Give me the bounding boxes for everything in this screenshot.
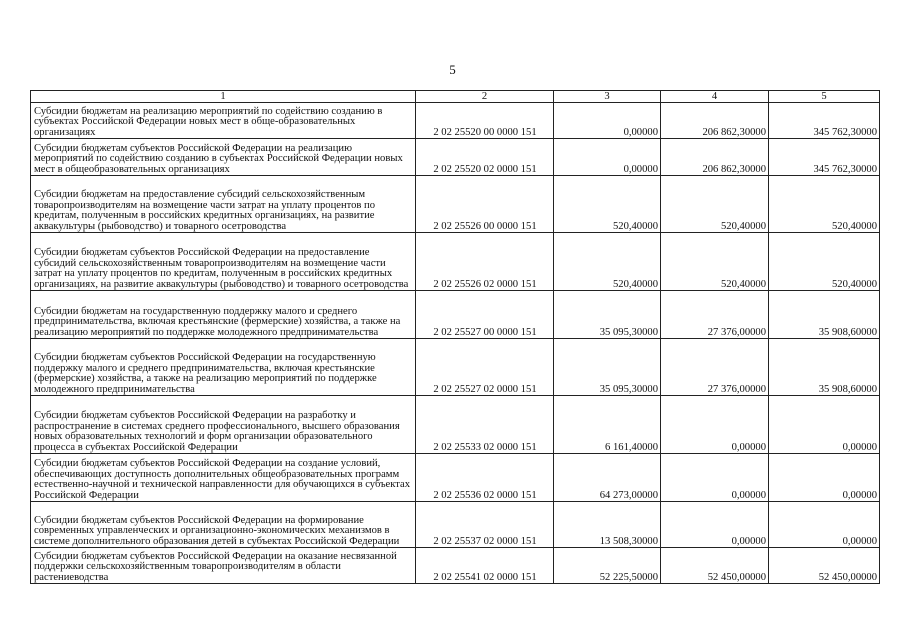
row-value-4: 0,00000 — [661, 396, 769, 454]
row-description: Субсидии бюджетам на реализацию мероприятий по содействию созданию в субъектах Российской Федерации новых мест в обще-образовательных организациях — [31, 103, 416, 139]
row-value-3: 35 095,30000 — [554, 291, 661, 339]
row-value-3: 520,40000 — [554, 233, 661, 291]
row-value-5: 0,00000 — [769, 502, 880, 548]
row-value-5: 520,40000 — [769, 233, 880, 291]
column-header-5: 5 — [769, 91, 880, 103]
row-value-3: 64 273,00000 — [554, 454, 661, 502]
table-row — [31, 339, 880, 396]
column-header-1: 1 — [31, 91, 416, 103]
table-row — [31, 502, 880, 548]
row-value-5: 0,00000 — [769, 396, 880, 454]
table-row — [31, 176, 880, 233]
row-description: Субсидии бюджетам субъектов Российской Федерации на оказание несвязанной поддержки сельскохозяйственным товаропроизводителям в области растениеводства — [31, 548, 416, 584]
row-value-4: 0,00000 — [661, 454, 769, 502]
row-code: 2 02 25526 02 0000 151 — [416, 233, 554, 291]
row-value-4: 52 450,00000 — [661, 548, 769, 584]
row-description: Субсидии бюджетам на предоставление субсидий сельскохозяйственным товаропроизводителям на возмещение части затрат на уплату процентов по кредитам, полученным в российских кредитных организациях, на развитие аквакультуры (рыбоводство) и товарного осетроводства — [31, 176, 416, 233]
row-value-3: 0,00000 — [554, 103, 661, 139]
row-value-5: 0,00000 — [769, 454, 880, 502]
row-value-5: 35 908,60000 — [769, 339, 880, 396]
row-description: Субсидии бюджетам субъектов Российской Федерации на формирование современных управленческих и организационно-экономических механизмов в системе дополнительного образования детей в субъектах Российской Федерации — [31, 502, 416, 548]
row-description: Субсидии бюджетам на государственную поддержку малого и среднего предпринимательства, включая крестьянские (фермерские) хозяйства, а также на реализацию мероприятий по поддержке молодежного предпринимательства — [31, 291, 416, 339]
row-value-3: 0,00000 — [554, 139, 661, 176]
table-row — [31, 233, 880, 291]
row-value-4: 520,40000 — [661, 233, 769, 291]
column-header-4: 4 — [661, 91, 769, 103]
table-row — [31, 454, 880, 502]
row-code: 2 02 25527 00 0000 151 — [416, 291, 554, 339]
row-code: 2 02 25520 02 0000 151 — [416, 139, 554, 176]
row-description: Субсидии бюджетам субъектов Российской Федерации на реализацию мероприятий по содействию созданию в субъектах Российской Федерации новых мест в общеобразовательных организациях — [31, 139, 416, 176]
row-value-4: 206 862,30000 — [661, 139, 769, 176]
row-value-5: 345 762,30000 — [769, 139, 880, 176]
row-value-4: 0,00000 — [661, 502, 769, 548]
row-code: 2 02 25520 00 0000 151 — [416, 103, 554, 139]
row-value-3: 35 095,30000 — [554, 339, 661, 396]
row-code: 2 02 25537 02 0000 151 — [416, 502, 554, 548]
table-row — [31, 103, 880, 139]
row-value-4: 27 376,00000 — [661, 291, 769, 339]
row-code: 2 02 25527 02 0000 151 — [416, 339, 554, 396]
budget-table — [30, 90, 880, 584]
table-row — [31, 396, 880, 454]
row-code: 2 02 25526 00 0000 151 — [416, 176, 554, 233]
page-number: 5 — [449, 62, 456, 77]
row-code: 2 02 25536 02 0000 151 — [416, 454, 554, 502]
row-value-3: 6 161,40000 — [554, 396, 661, 454]
row-value-5: 345 762,30000 — [769, 103, 880, 139]
row-value-3: 520,40000 — [554, 176, 661, 233]
table-row — [31, 291, 880, 339]
row-code: 2 02 25541 02 0000 151 — [416, 548, 554, 584]
row-description: Субсидии бюджетам субъектов Российской Федерации на разработку и распространение в системах среднего профессионального, высшего образования новых образовательных технологий и форм организации образовательного процесса в субъектах Российской Федерации — [31, 396, 416, 454]
row-description: Субсидии бюджетам субъектов Российской Федерации на создание условий, обеспечивающих доступность дополнительных общеобразовательных программ естественно-научной и технической направленности для обучающихся в субъектах Российской Федерации — [31, 454, 416, 502]
row-value-5: 35 908,60000 — [769, 291, 880, 339]
row-value-5: 520,40000 — [769, 176, 880, 233]
row-value-5: 52 450,00000 — [769, 548, 880, 584]
table-row — [31, 139, 880, 176]
row-value-3: 13 508,30000 — [554, 502, 661, 548]
row-value-4: 520,40000 — [661, 176, 769, 233]
row-description: Субсидии бюджетам субъектов Российской Федерации на предоставление субсидий сельскохозяйственным товаропроизводителям на возмещение части затрат на уплату процентов по кредитам, полученным в российских кредитных организациях, на развитие аквакультуры (рыбоводство) и товарного осетроводства — [31, 233, 416, 291]
row-value-4: 27 376,00000 — [661, 339, 769, 396]
row-value-3: 52 225,50000 — [554, 548, 661, 584]
header-row — [31, 91, 880, 103]
column-header-2: 2 — [416, 91, 554, 103]
row-code: 2 02 25533 02 0000 151 — [416, 396, 554, 454]
row-value-4: 206 862,30000 — [661, 103, 769, 139]
column-header-3: 3 — [554, 91, 661, 103]
row-description: Субсидии бюджетам субъектов Российской Федерации на государственную поддержку малого и среднего предпринимательства, включая крестьянские (фермерские) хозяйства, а также на реализацию мероприятий по поддержке молодежного предпринимательства — [31, 339, 416, 396]
table-row — [31, 548, 880, 584]
